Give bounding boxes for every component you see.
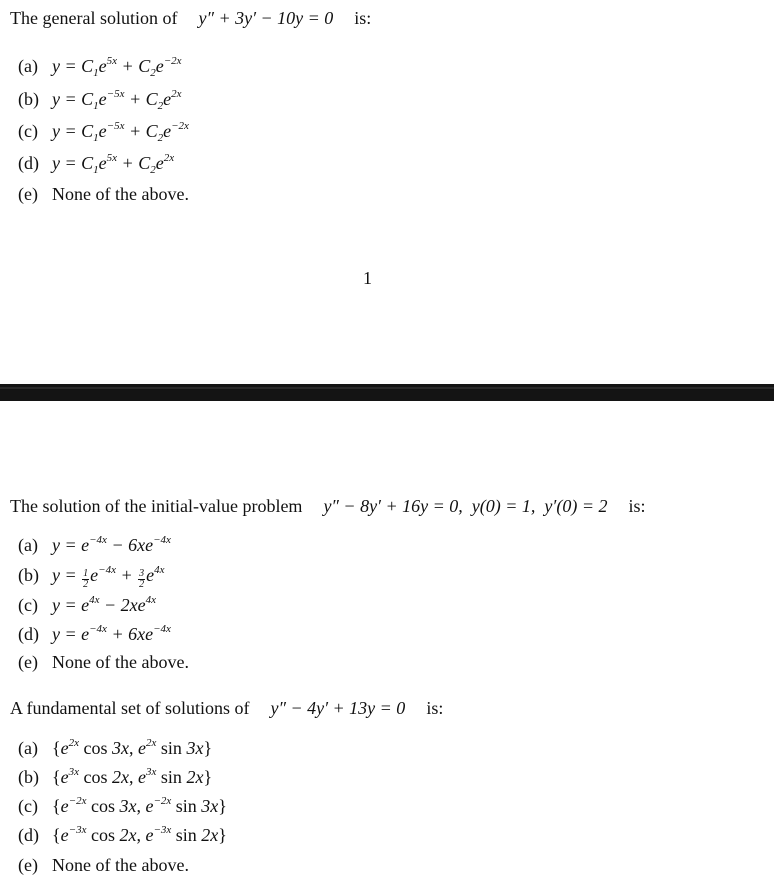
question-3 [10, 698, 443, 719]
q3-option-d: (d) {$e^{-3x}$ cos 2x, $e^{-3x}$ sin 2x} [18, 824, 227, 845]
q2-option-e: (e) None of the above. [18, 652, 189, 672]
question-1-suffix: is: [354, 8, 372, 28]
question-3-suffix: is: [426, 698, 444, 718]
question-1-equation: y″ + 3y′ − 10y = 0 [198, 8, 334, 28]
question-3-equation: y″ − 4y′ + 13y = 0 [270, 698, 406, 718]
q3-option-b: (b) {$e^{3x}$ cos 2x, $e^{3x}$ sin 2x} [18, 766, 213, 787]
page-number: 1 [363, 268, 372, 288]
q1-option-b: (b) $y = C_1e^{-5x} + C_2e^{2x}$ [18, 88, 182, 112]
question-3-prompt: A fundamental set of solutions of [10, 698, 250, 718]
q1-option-a: (a) $y = C_1e^{5x} + C_2e^{-2x}$ [18, 55, 182, 79]
q3-option-a: (a) {$e^{2x}$ cos 3x, $e^{2x}$ sin 3x} [18, 737, 213, 758]
q2-option-d: (d) $y = e^{-4x} + 6xe^{-4x}$ [18, 623, 171, 644]
q2-option-a: (a) $y = e^{-4x} - 6xe^{-4x}$ [18, 534, 171, 555]
q1-option-e: (e) None of the above. [18, 184, 189, 204]
q3-option-c: (c) {$e^{-2x}$ cos 3x, $e^{-2x}$ sin 3x} [18, 795, 227, 816]
question-2-prompt: The solution of the initial-value problem [10, 496, 303, 516]
q3-option-e: (e) None of the above. [18, 855, 189, 875]
q1-option-d: (d) $y = C_1e^{5x} + C_2e^{2x}$ [18, 152, 175, 176]
question-2-suffix: is: [628, 496, 646, 516]
q2-option-b: (b) y = $\frac{1}{2}$ $e^{-4x}$ + $\frac{3}{2}$ $e^{4x}$ [18, 564, 165, 590]
question-1-prompt: The general solution of [10, 8, 178, 28]
q2-option-c: (c) $y = e^{4x} - 2xe^{4x}$ [18, 594, 157, 615]
page-divider [0, 384, 774, 401]
question-2-equation: y″ − 8y′ + 16y = 0, y(0) = 1, y′(0) = 2 [323, 496, 608, 516]
question-1 [10, 8, 371, 29]
question-2 [10, 496, 645, 517]
q1-option-c: (c) $y = C_1e^{-5x} + C_2e^{-2x}$ [18, 120, 189, 144]
